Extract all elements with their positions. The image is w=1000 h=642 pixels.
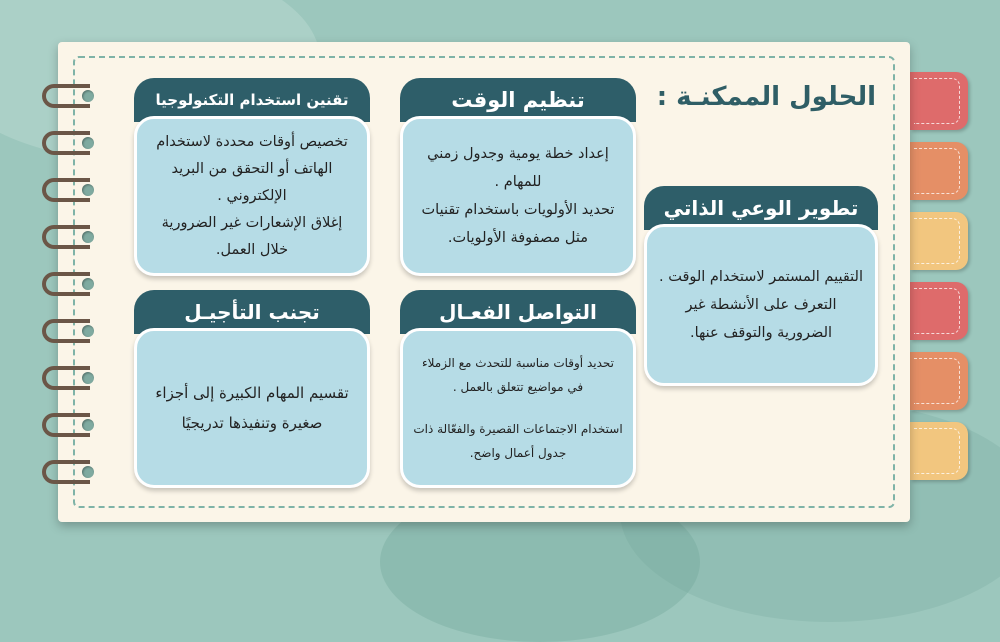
spiral-ring	[42, 225, 90, 249]
spiral-ring	[42, 319, 90, 343]
spiral-ring	[42, 84, 90, 108]
notebook-tab	[910, 282, 968, 340]
card-title: تنظيم الوقت	[400, 78, 636, 122]
spiral-ring	[42, 413, 90, 437]
card-text: استخدام الاجتماعات القصيرة والفعّالة ذات جدول أعمال واضح.	[413, 422, 623, 460]
card-body	[644, 224, 878, 386]
card-technology-rationing	[134, 78, 370, 276]
card-body	[134, 116, 370, 276]
card-text: تحديد أوقات مناسبة للتحدث مع الزملاء في مواضيع تتعلق بالعمل .	[422, 356, 614, 394]
notebook-tab	[910, 212, 968, 270]
card-title: تطوير الوعي الذاتي	[644, 186, 878, 230]
card-text: تحديد الأولويات باستخدام تقنيات مثل مصفوفة الأولويات.	[421, 202, 615, 246]
spiral-ring	[42, 366, 90, 390]
card-body	[400, 328, 636, 488]
card-text: إغلاق الإشعارات غير الضرورية خلال العمل.	[161, 214, 343, 258]
card-text: تخصيص أوقات محددة لاستخدام الهاتف أو التحقق من البريد الإلكتروني .	[156, 133, 348, 204]
card-time-management	[400, 78, 636, 276]
card-text: التقييم المستمر لاستخدام الوقت .	[658, 269, 863, 285]
spiral-ring	[42, 131, 90, 155]
card-title: التواصل الفعـال	[400, 290, 636, 334]
spiral-ring	[42, 272, 90, 296]
page-title: الحلول الممكنـة :	[656, 82, 876, 112]
notebook-tab	[910, 422, 968, 480]
card-text: التعرف على الأنشطة غير الضرورية والتوقف عنها.	[685, 297, 837, 341]
card-title: تقنين استخدام التكنولوجيا	[134, 78, 370, 122]
notebook-tab	[910, 352, 968, 410]
card-text: تقسيم المهام الكبيرة إلى أجزاء صغيرة وتنفيذها تدريجيًا	[155, 384, 349, 432]
card-self-awareness	[644, 186, 878, 386]
card-title: تجنب التأجيـل	[134, 290, 370, 334]
notebook-tab	[910, 142, 968, 200]
card-body	[400, 116, 636, 276]
card-body	[134, 328, 370, 488]
card-avoid-procrastination	[134, 290, 370, 488]
card-text: إعداد خطة يومية وجدول زمني للمهام .	[427, 146, 609, 190]
card-effective-communication	[400, 290, 636, 488]
spiral-ring	[42, 460, 90, 484]
spiral-ring	[42, 178, 90, 202]
notebook-tab	[910, 72, 968, 130]
